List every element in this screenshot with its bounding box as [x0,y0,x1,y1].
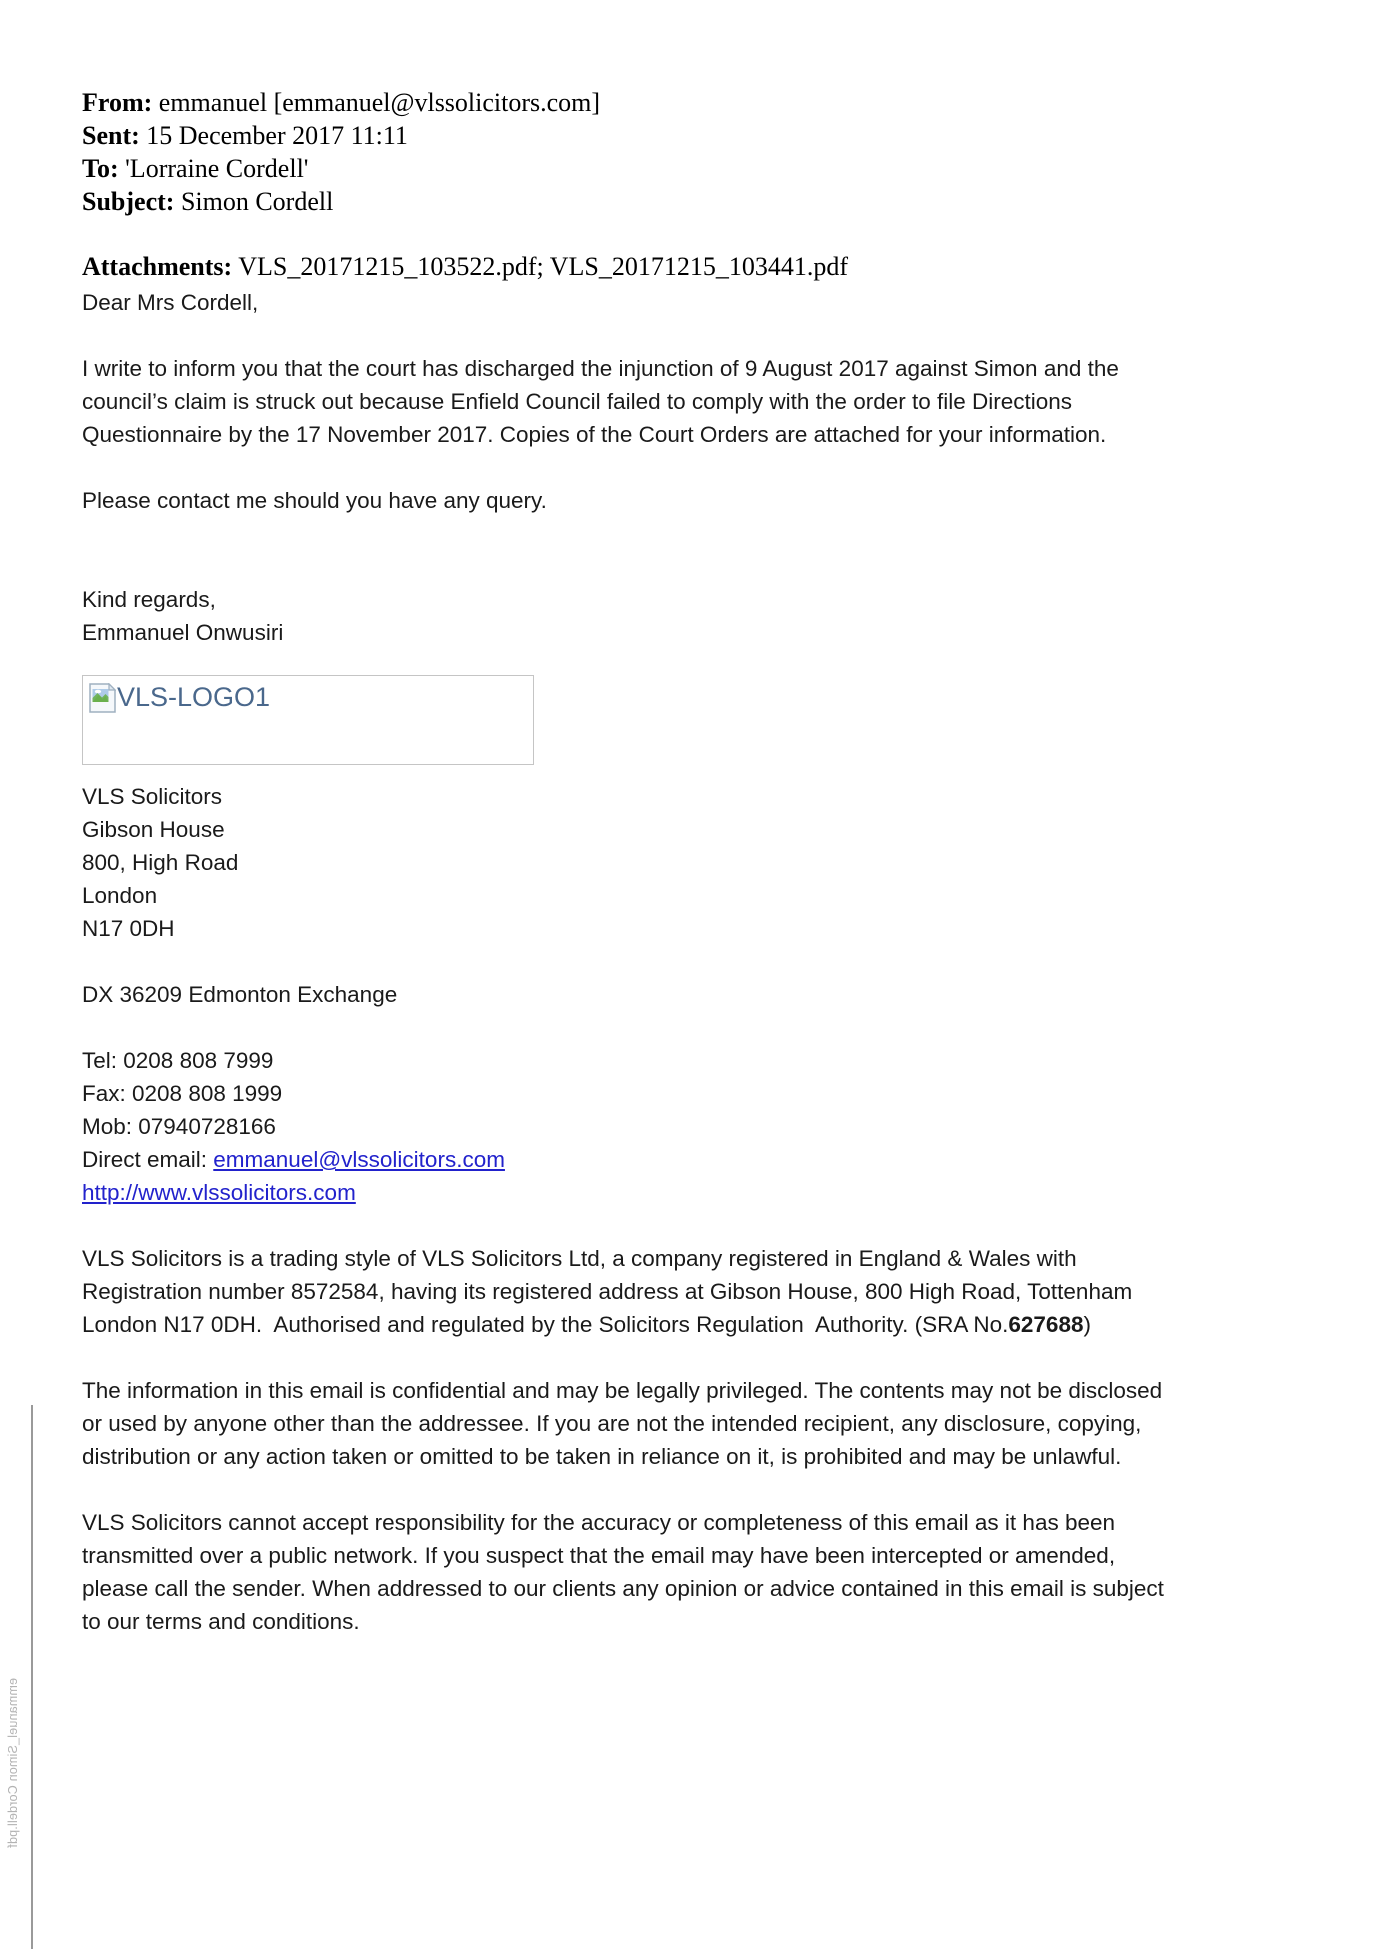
body-paragraph-1 [82,352,1312,451]
salutation: Dear Mrs Cordell, [82,290,259,315]
responsibility-paragraph [82,1506,1312,1638]
logo-image-placeholder [82,675,534,765]
signoff: Kind regards, [82,587,216,612]
body-paragraph-1-line: Questionnaire by the 17 November 2017. Copies of the Court Orders are attached for your information. [82,422,1107,447]
address-line: N17 0DH [82,916,175,941]
sra-post-text: ) [1083,1312,1091,1337]
sra-pre-text: London N17 0DH. Authorised and regulated by the Solicitors Regulation Authority. (SRA No. [82,1312,1009,1337]
attachments-line [82,250,1312,283]
sra-number: 627688 [1008,1312,1084,1337]
confidentiality-line: The information in this email is confidential and may be legally privileged. The contents may not be disclosed [82,1378,1163,1403]
email-content [82,86,1312,1638]
signature-address-block [82,780,1312,945]
direct-email-label: Direct email: [82,1147,214,1172]
logo-placeholder-inner [89,681,527,713]
address-line: Gibson House [82,817,225,842]
confidentiality-line: or used by anyone other than the addressee. If you are not the intended recipient, any disclosure, copying, [82,1411,1142,1436]
body-paragraph-1-line: council’s claim is struck out because Enfield Council failed to comply with the order to file Directions [82,389,1073,414]
body-paragraph-2: Please contact me should you have any query. [82,488,547,513]
trading-style-paragraph [82,1242,1312,1341]
sent-value: 15 December 2017 11:11 [139,121,408,150]
to-line [82,152,1312,185]
signoff-block [82,583,1312,649]
body-paragraph-1-line: I write to inform you that the court has discharged the injunction of 9 August 2017 against Simon and the [82,356,1119,381]
direct-email-link[interactable]: emmanuel@vlssolicitors.com [213,1147,505,1172]
contact-block [82,1044,1312,1209]
subject-value: Simon Cordell [174,187,334,216]
subject-label: Subject: [82,187,175,216]
fax-line: Fax: 0208 808 1999 [82,1081,283,1106]
confidentiality-line: distribution or any action taken or omitted to be taken in reliance on it, is prohibited and may be unlawful. [82,1444,1122,1469]
from-label: From: [82,88,153,117]
confidentiality-paragraph [82,1374,1312,1473]
trading-style-line: Registration number 8572584, having its registered address at Gibson House, 800 High Road, Tottenham [82,1279,1133,1304]
margin-vertical-rule [31,1405,33,1949]
from-value: emmanuel [emmanuel@vlssolicitors.com] [152,88,601,117]
from-line [82,86,1312,119]
responsibility-line: VLS Solicitors cannot accept responsibility for the accuracy or completeness of this email as it has been [82,1510,1116,1535]
trading-style-line: VLS Solicitors is a trading style of VLS Solicitors Ltd, a company registered in England & Wales with [82,1246,1077,1271]
subject-line [82,185,1312,218]
address-line: 800, High Road [82,850,239,875]
responsibility-line: transmitted over a public network. If you suspect that the email may have been intercepted or amended, [82,1543,1116,1568]
website-line [82,1176,1312,1209]
signature-name: Emmanuel Onwusiri [82,620,284,645]
attachments-value: VLS_20171215_103522.pdf; VLS_20171215_103441.pdf [232,252,849,281]
direct-email-line [82,1143,1312,1176]
tel-line: Tel: 0208 808 7999 [82,1048,274,1073]
website-link[interactable]: http://www.vlssolicitors.com [82,1180,356,1205]
dx-exchange-line: DX 36209 Edmonton Exchange [82,982,398,1007]
sent-line [82,119,1312,152]
to-value: 'Lorraine Cordell' [118,154,309,183]
mirrored-filename-artifact: emmanuel_Simon Cordell.pdf [6,1678,20,1848]
broken-image-icon [89,683,116,713]
sent-label: Sent: [82,121,140,150]
responsibility-line: please call the sender. When addressed to our clients any opinion or advice contained in this email is subject [82,1576,1164,1601]
to-label: To: [82,154,119,183]
mob-line: Mob: 07940728166 [82,1114,276,1139]
address-line: London [82,883,158,908]
trading-style-line [82,1308,1312,1341]
logo-alt-text: VLS-LOGO1 [117,682,271,712]
mail-header-block [82,86,1312,218]
company-name: VLS Solicitors [82,784,223,809]
responsibility-line: to our terms and conditions. [82,1609,360,1634]
attachments-label: Attachments: [82,252,233,281]
